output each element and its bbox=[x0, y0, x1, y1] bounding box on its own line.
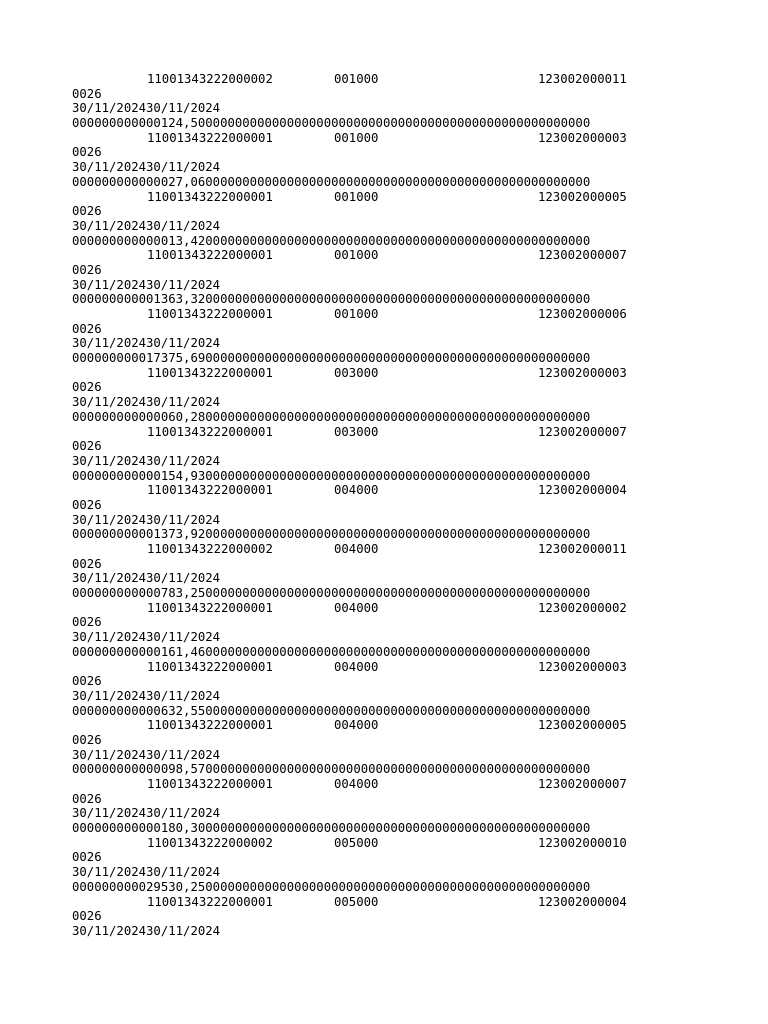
record-amount: 000000000029530,250000000000000000000000000000000000000000000000000000 bbox=[72, 879, 591, 894]
record bbox=[72, 190, 692, 249]
record-id: 11001343222000001 bbox=[147, 483, 273, 498]
record-header-line bbox=[72, 601, 692, 616]
record-id: 11001343222000001 bbox=[147, 718, 273, 733]
record-header-line bbox=[72, 425, 692, 440]
record-code: 004000 bbox=[334, 483, 379, 498]
text-document bbox=[72, 72, 692, 939]
record-code: 001000 bbox=[334, 189, 379, 204]
record-account: 123002000007 bbox=[538, 424, 627, 439]
record-amount: 000000000000060,280000000000000000000000000000000000000000000000000000 bbox=[72, 409, 591, 424]
record-account: 123002000003 bbox=[538, 365, 627, 380]
record-dates: 30/11/202430/11/2024 bbox=[72, 160, 221, 175]
record-id: 11001343222000001 bbox=[147, 189, 273, 204]
record-sub: 0026 bbox=[72, 909, 102, 924]
record-amount: 000000000000180,300000000000000000000000000000000000000000000000000000 bbox=[72, 821, 591, 836]
record-account: 123002000003 bbox=[538, 659, 627, 674]
record-amount: 000000000000154,930000000000000000000000000000000000000000000000000000 bbox=[72, 468, 591, 483]
record-code: 004000 bbox=[334, 659, 379, 674]
record-sub: 0026 bbox=[72, 204, 102, 219]
record-header-line bbox=[72, 660, 692, 675]
record-amount: 000000000001373,920000000000000000000000000000000000000000000000000000 bbox=[72, 527, 591, 542]
record-id: 11001343222000002 bbox=[147, 72, 273, 86]
record-sub: 0026 bbox=[72, 86, 102, 101]
record-sub: 0026 bbox=[72, 380, 102, 395]
record-amount: 000000000000124,500000000000000000000000000000000000000000000000000000 bbox=[72, 116, 591, 131]
record-code: 004000 bbox=[334, 600, 379, 615]
record-id: 11001343222000001 bbox=[147, 777, 273, 791]
record-sub: 0026 bbox=[72, 674, 102, 689]
record-code: 001000 bbox=[334, 130, 379, 145]
record bbox=[72, 248, 692, 307]
record-account: 123002000005 bbox=[538, 718, 627, 733]
record-account: 123002000011 bbox=[538, 542, 627, 556]
record-sub: 0026 bbox=[72, 850, 102, 865]
record-id: 11001343222000001 bbox=[147, 365, 273, 380]
record-account: 123002000010 bbox=[538, 835, 627, 850]
record bbox=[72, 307, 692, 366]
record-amount: 000000000000783,250000000000000000000000000000000000000000000000000000 bbox=[72, 586, 591, 601]
record-dates: 30/11/202430/11/2024 bbox=[72, 806, 221, 821]
record-account: 123002000004 bbox=[538, 894, 627, 909]
record-id: 11001343222000002 bbox=[147, 835, 273, 850]
record-account: 123002000004 bbox=[538, 483, 627, 498]
record-id: 11001343222000001 bbox=[147, 659, 273, 674]
record-amount: 000000000000161,460000000000000000000000000000000000000000000000000000 bbox=[72, 644, 591, 659]
record-amount: 000000000000632,550000000000000000000000000000000000000000000000000000 bbox=[72, 703, 591, 718]
record-header-line bbox=[72, 542, 692, 557]
record-sub: 0026 bbox=[72, 615, 102, 630]
record-dates: 30/11/202430/11/2024 bbox=[72, 453, 221, 468]
record-dates: 30/11/202430/11/2024 bbox=[72, 395, 221, 410]
record-dates: 30/11/202430/11/2024 bbox=[72, 277, 221, 292]
record-header-line bbox=[72, 307, 692, 322]
record-sub: 0026 bbox=[72, 439, 102, 454]
record-sub: 0026 bbox=[72, 791, 102, 806]
record-dates: 30/11/202430/11/2024 bbox=[72, 923, 221, 938]
record bbox=[72, 366, 692, 425]
record-id: 11001343222000001 bbox=[147, 894, 273, 909]
record-code: 001000 bbox=[334, 307, 379, 321]
record-code: 003000 bbox=[334, 424, 379, 439]
record-header-line bbox=[72, 190, 692, 205]
record-amount: 000000000000013,420000000000000000000000000000000000000000000000000000 bbox=[72, 233, 591, 248]
record bbox=[72, 72, 692, 131]
record-code: 001000 bbox=[334, 248, 379, 263]
record-dates: 30/11/202430/11/2024 bbox=[72, 512, 221, 527]
record bbox=[72, 601, 692, 660]
record-dates: 30/11/202430/11/2024 bbox=[72, 336, 221, 351]
record-header-line bbox=[72, 248, 692, 263]
record-sub: 0026 bbox=[72, 145, 102, 160]
record-amount: 000000000000027,060000000000000000000000000000000000000000000000000000 bbox=[72, 174, 591, 189]
record-header-line bbox=[72, 895, 692, 910]
record-sub: 0026 bbox=[72, 321, 102, 336]
record-amount: 000000000001363,320000000000000000000000000000000000000000000000000000 bbox=[72, 292, 591, 307]
record-dates: 30/11/202430/11/2024 bbox=[72, 747, 221, 762]
record-id: 11001343222000001 bbox=[147, 307, 273, 321]
record bbox=[72, 660, 692, 719]
record-code: 005000 bbox=[334, 835, 379, 850]
record bbox=[72, 425, 692, 484]
record-header-line bbox=[72, 131, 692, 146]
record-header-line bbox=[72, 777, 692, 792]
record-sub: 0026 bbox=[72, 556, 102, 571]
record-account: 123002000007 bbox=[538, 248, 627, 263]
record-code: 003000 bbox=[334, 365, 379, 380]
record-header-line bbox=[72, 836, 692, 851]
record-account: 123002000005 bbox=[538, 189, 627, 204]
record-code: 004000 bbox=[334, 777, 379, 791]
record-id: 11001343222000002 bbox=[147, 542, 273, 556]
record-id: 11001343222000001 bbox=[147, 600, 273, 615]
record-id: 11001343222000001 bbox=[147, 248, 273, 263]
record-header-line bbox=[72, 483, 692, 498]
record-dates: 30/11/202430/11/2024 bbox=[72, 865, 221, 880]
record-dates: 30/11/202430/11/2024 bbox=[72, 571, 221, 586]
record-header-line bbox=[72, 718, 692, 733]
record-code: 001000 bbox=[334, 72, 379, 86]
record-amount: 000000000017375,690000000000000000000000000000000000000000000000000000 bbox=[72, 351, 591, 366]
record-amount: 000000000000098,570000000000000000000000000000000000000000000000000000 bbox=[72, 762, 591, 777]
record bbox=[72, 542, 692, 601]
record-id: 11001343222000001 bbox=[147, 424, 273, 439]
record-dates: 30/11/202430/11/2024 bbox=[72, 218, 221, 233]
record-account: 123002000007 bbox=[538, 777, 627, 791]
record bbox=[72, 131, 692, 190]
record-id: 11001343222000001 bbox=[147, 130, 273, 145]
record-code: 004000 bbox=[334, 718, 379, 733]
record-dates: 30/11/202430/11/2024 bbox=[72, 101, 221, 116]
record-dates: 30/11/202430/11/2024 bbox=[72, 630, 221, 645]
record-sub: 0026 bbox=[72, 262, 102, 277]
record-header-line bbox=[72, 366, 692, 381]
record-account: 123002000006 bbox=[538, 307, 627, 321]
record bbox=[72, 718, 692, 777]
record-account: 123002000011 bbox=[538, 72, 627, 86]
record-code: 004000 bbox=[334, 542, 379, 556]
record bbox=[72, 895, 692, 939]
record-account: 123002000002 bbox=[538, 600, 627, 615]
record bbox=[72, 483, 692, 542]
record-dates: 30/11/202430/11/2024 bbox=[72, 688, 221, 703]
record bbox=[72, 777, 692, 836]
record-account: 123002000003 bbox=[538, 130, 627, 145]
record bbox=[72, 836, 692, 895]
record-sub: 0026 bbox=[72, 497, 102, 512]
record-sub: 0026 bbox=[72, 732, 102, 747]
record-header-line bbox=[72, 72, 692, 87]
record-code: 005000 bbox=[334, 894, 379, 909]
